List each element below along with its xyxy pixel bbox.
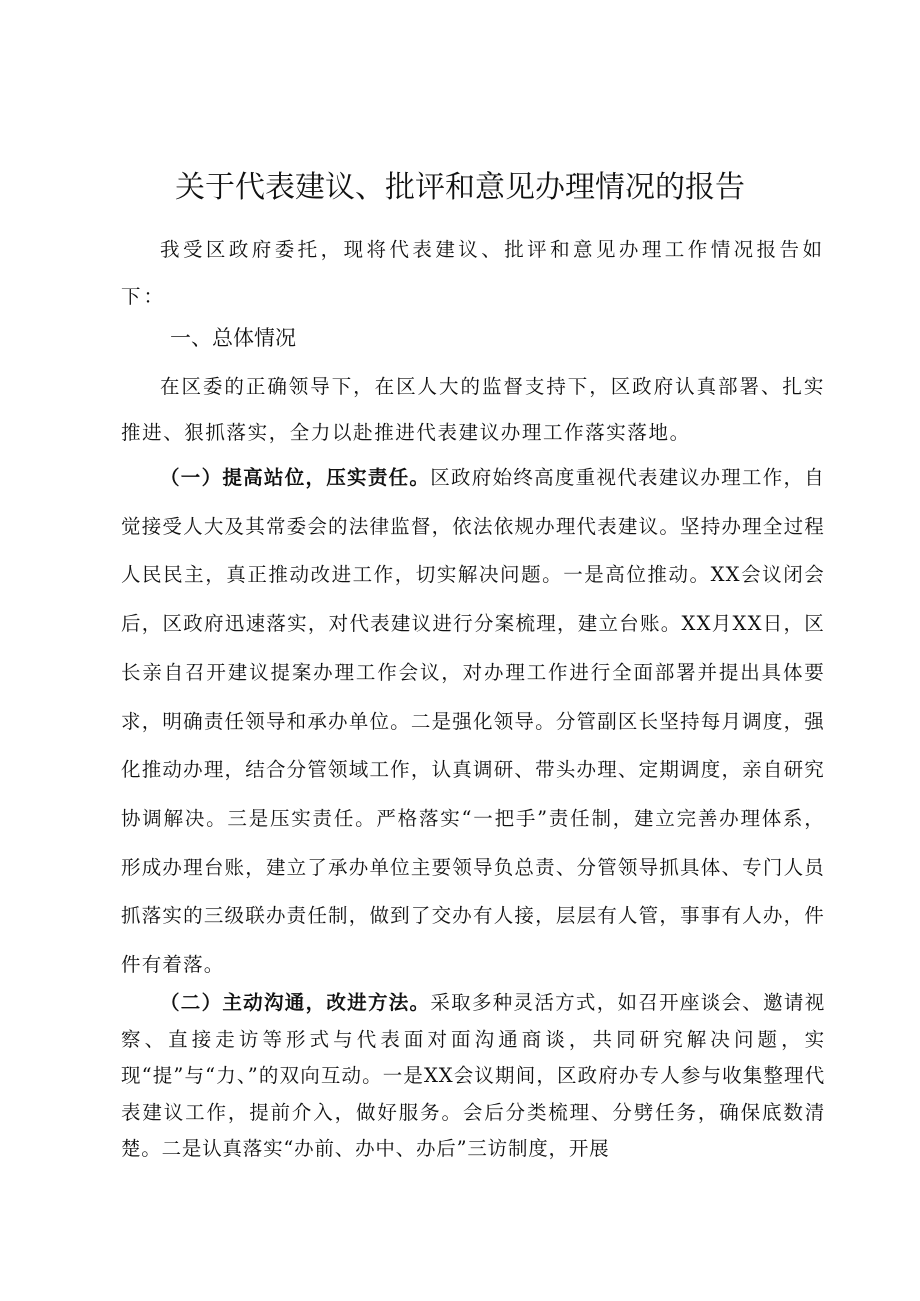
section-heading-overall: 一、总体情况: [170, 326, 296, 350]
section-overall-paragraph: 在区委的正确领导下，在区人大的监督支持下，区政府认真部署、扎实推进、狠抓落实，全力以赴推进代表建议办理工作落实落地。: [121, 375, 825, 444]
item-2-lead: （二）主动沟通，改进方法。: [160, 991, 431, 1014]
item-2-text: 采取多种灵活方式，如召开座谈会、邀请视察、直接走访等形式与代表面对面沟通商谈，共同研究解决问题，实现“提”与“力、”的双向互动。一是XX会议期间，区政府办专人参与收集整理代表建议工作，提前介入，做好服务。会后分类梳理、分劈任务，确保底数清楚。二是认真落实“办前、办中、办后”三访制度，开展: [121, 991, 825, 1160]
document-title: 关于代表建议、批评和意见办理情况的报告: [175, 170, 745, 205]
item-1-text: 区政府始终高度重视代表建议办理工作，自觉接受人大及其常委会的法律监督，依法依规办理代表建议。坚持办理全过程人民民主，真正推动改进工作，切实解决问题。一是高位推动。XX会议闭会后，区政府迅速落实，对代表建议进行分案梳理，建立台账。XX月XX日，区长亲自召开建议提案办理工作会议，对办理工作进行全面部署并提出具体要求，明确责任领导和承办单位。二是强化领导。分管副区长坚持每月调度，强化推动办理，结合分管领域工作，认真调研、带头办理、定期调度，亲自研究协调解决。三是压实责任。严格落实“一把手”责任制，建立完善办理体系，形成办理台账，建立了承办单位主要领导负总责、分管领导抓具体、专门人员抓落实的三级联办责任制，做到了交办有人接，层层有人管，事事有人办，件件有着落。: [121, 466, 825, 977]
item-2-paragraph: [121, 985, 825, 1168]
item-1-paragraph: [121, 454, 825, 990]
item-1-lead: （一）提高站位，压实责任。: [160, 466, 431, 489]
intro-paragraph: 我受区政府委托，现将代表建议、批评和意见办理工作情况报告如下：: [121, 238, 825, 308]
